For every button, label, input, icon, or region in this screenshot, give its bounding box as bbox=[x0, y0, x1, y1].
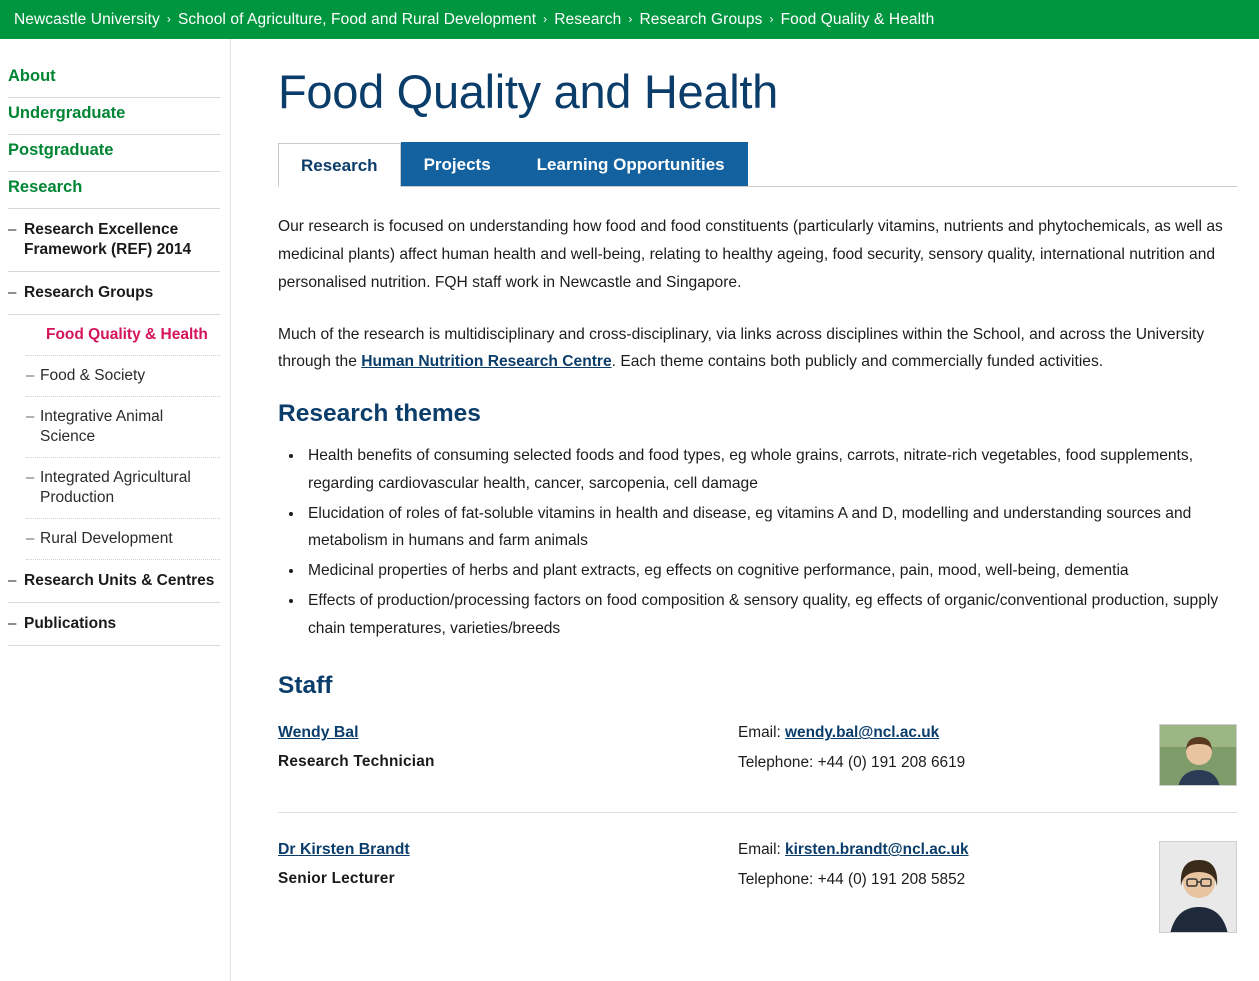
tab-bar bbox=[278, 142, 1237, 187]
sidebar-item-label: Research Groups bbox=[24, 284, 154, 301]
staff-telephone: Telephone: +44 (0) 191 208 5852 bbox=[738, 871, 966, 889]
dash-icon: – bbox=[8, 284, 17, 301]
list-item: • Health benefits of consuming selected foods and food types, eg whole grains, carrots, nitrate-rich vegetables, food supplements, regarding cardiovascular health, cancer, sarcopenia, cell damage bbox=[304, 442, 1237, 498]
staff-email-line bbox=[738, 724, 1159, 742]
breadcrumb bbox=[0, 0, 1259, 39]
intro-paragraph: Our research is focused on understanding how food and food constituents (particularly vitamins, nutrients and phytochemicals, as well as medicinal plants) affect human health and well-being, relating to healthy ageing, food security, sensory quality, international nutrition and personalised nutrition. FQH staff work in Newcastle and Singapore. bbox=[278, 218, 1223, 291]
staff-heading: Staff bbox=[278, 672, 333, 700]
breadcrumb-separator-icon: › bbox=[543, 11, 548, 26]
sidebar bbox=[0, 39, 231, 981]
dash-icon: – bbox=[26, 367, 35, 384]
breadcrumb-separator-icon: › bbox=[769, 11, 774, 26]
email-label: Email: bbox=[738, 724, 786, 742]
dash-icon: – bbox=[8, 572, 17, 589]
sidebar-item-about[interactable]: About bbox=[8, 61, 220, 98]
staff-row bbox=[278, 841, 1237, 959]
dash-icon: – bbox=[8, 615, 17, 632]
sidebar-item-postgraduate[interactable]: Postgraduate bbox=[8, 135, 220, 172]
list-item: • Elucidation of roles of fat-soluble vitamins in health and disease, eg vitamins A and D, modelling and understanding sources and metabolism in humans and farm animals bbox=[304, 500, 1237, 556]
sidebar-item-ref-2014[interactable] bbox=[8, 209, 220, 272]
breadcrumb-item-university[interactable]: Newcastle University bbox=[14, 10, 160, 28]
sidebar-item-label: Rural Development bbox=[40, 530, 173, 547]
dash-icon: – bbox=[26, 530, 35, 547]
sidebar-item-label: Food & Society bbox=[40, 367, 146, 384]
research-themes-heading: Research themes bbox=[278, 400, 481, 428]
breadcrumb-item-research[interactable]: Research bbox=[554, 10, 622, 28]
sidebar-item-undergraduate[interactable]: Undergraduate bbox=[8, 98, 220, 135]
sidebar-subnav-research-groups bbox=[26, 315, 230, 560]
staff-email-link[interactable]: wendy.bal@ncl.ac.uk bbox=[785, 724, 940, 742]
sidebar-item-rural-development[interactable] bbox=[26, 519, 220, 560]
staff-contact bbox=[738, 724, 1159, 784]
email-label: Email: bbox=[738, 841, 786, 859]
sidebar-item-food-society[interactable] bbox=[26, 356, 220, 397]
breadcrumb-item-school[interactable]: School of Agriculture, Food and Rural Development bbox=[177, 10, 537, 28]
dash-icon: – bbox=[26, 469, 35, 486]
sidebar-item-food-quality-health[interactable] bbox=[26, 315, 220, 356]
sidebar-item-integrative-animal-science[interactable] bbox=[26, 397, 220, 458]
list-item: • Medicinal properties of herbs and plant extracts, eg effects on cognitive performance, pain, mood, well-being, dementia bbox=[304, 557, 1237, 585]
tab-research[interactable]: Research bbox=[278, 143, 401, 187]
sidebar-item-label: Integrative Animal Science bbox=[40, 408, 164, 445]
staff-role: Research Technician bbox=[278, 753, 435, 771]
staff-identity bbox=[278, 841, 738, 888]
main-content bbox=[231, 39, 1259, 981]
staff-row bbox=[278, 724, 1237, 813]
breadcrumb-separator-icon: › bbox=[166, 11, 171, 26]
secondary-paragraph-text-after: . Each theme contains both publicly and commercially funded activities. bbox=[611, 353, 1104, 371]
staff-name-link[interactable]: Wendy Bal bbox=[278, 724, 359, 742]
hnrc-link[interactable]: Human Nutrition Research Centre bbox=[361, 353, 612, 371]
dash-icon: – bbox=[8, 221, 17, 238]
sidebar-item-label: Integrated Agricultural Production bbox=[40, 469, 191, 506]
portrait-photo-icon bbox=[1160, 725, 1237, 786]
sidebar-item-research-units-centres[interactable] bbox=[8, 560, 220, 603]
sidebar-item-integrated-agricultural-production[interactable] bbox=[26, 458, 220, 519]
breadcrumb-separator-icon: › bbox=[628, 11, 633, 26]
staff-telephone: Telephone: +44 (0) 191 208 6619 bbox=[738, 754, 966, 772]
sidebar-item-label: Publications bbox=[24, 615, 117, 632]
page-title: Food Quality and Health bbox=[278, 65, 778, 118]
sidebar-item-research[interactable]: Research bbox=[8, 172, 220, 209]
research-themes-list bbox=[278, 442, 1237, 642]
portrait-photo-icon bbox=[1160, 842, 1237, 933]
list-item: • Effects of production/processing factors on food composition & sensory quality, eg effects of organic/conventional production, supply chain temperatures, varieties/breeds bbox=[304, 587, 1237, 643]
sidebar-item-research-groups[interactable] bbox=[8, 272, 220, 315]
staff-contact bbox=[738, 841, 1159, 901]
breadcrumb-item-current[interactable]: Food Quality & Health bbox=[780, 10, 935, 28]
staff-email-link[interactable]: kirsten.brandt@ncl.ac.uk bbox=[785, 841, 969, 859]
sidebar-item-label: Food Quality & Health bbox=[46, 326, 208, 343]
breadcrumb-item-research-groups[interactable]: Research Groups bbox=[639, 10, 763, 28]
staff-role: Senior Lecturer bbox=[278, 870, 395, 888]
staff-name-link[interactable]: Dr Kirsten Brandt bbox=[278, 841, 410, 859]
tab-learning-opportunities[interactable]: Learning Opportunities bbox=[514, 142, 748, 186]
page-body bbox=[0, 39, 1259, 981]
avatar bbox=[1159, 841, 1237, 933]
sidebar-item-label: Research Units & Centres bbox=[24, 572, 215, 589]
secondary-paragraph-text-before: Much of the research is multidisciplinary and cross-disciplinary, via links across disciplines within the School, and across the University through the bbox=[278, 325, 1205, 371]
dash-icon: – bbox=[26, 408, 35, 425]
tab-projects[interactable]: Projects bbox=[401, 142, 514, 186]
sidebar-item-label: Research Excellence Framework (REF) 2014 bbox=[24, 221, 192, 258]
avatar bbox=[1159, 724, 1237, 786]
staff-email-line bbox=[738, 841, 1159, 859]
staff-identity bbox=[278, 724, 738, 771]
secondary-paragraph bbox=[278, 321, 1237, 377]
sidebar-item-publications[interactable] bbox=[8, 603, 220, 646]
